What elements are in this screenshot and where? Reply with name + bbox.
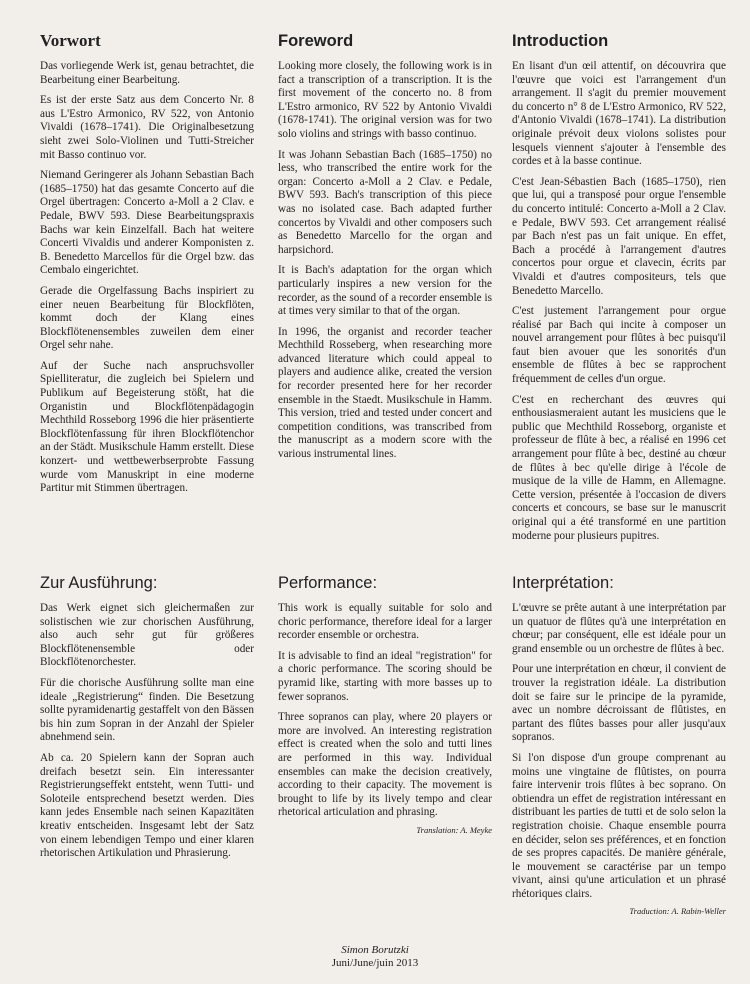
foreword-heading: Foreword: [278, 32, 354, 50]
foreword-paragraph: In 1996, the organist and recorder teacher Mechthild Rosseberg, when researching more advanced literature which could appeal to players and audience alike, created the version for recorder presented here for her recorder ensemble in the Staedt. Musikschule in Hamm. This version, tried and tested under concert and competition conditions, was transcribed from the manuscript as a modern score with the various instrumental lines.: [278, 325, 492, 461]
interpretation-translation-credit: Traduction: A. Rabin-Weller: [629, 906, 726, 917]
ausfuehrung-section: [40, 574, 254, 868]
vorwort-section: [40, 32, 254, 503]
interpretation-heading: Interprétation:: [512, 574, 614, 592]
interpretation-paragraph: Si l'on dispose d'un groupe comprenant au moins une vingtaine de flûtistes, on pourra faire intervenir trois flûtes à bec soprano. On obtiendra un effet de registration intéressant en distribuant les parties de tutti et de solo selon la registration choisie. Chaque ensemble pourra en décider, selon ses préférences, et en fonction de ses propres capacités. De manière générale, le mouvement se caractérise par un tempo vivant, ainsi qu'une articulation et un phrasé rhétoriques clairs.: [512, 751, 726, 900]
vorwort-paragraph: Das vorliegende Werk ist, genau betrachtet, die Bearbeitung einer Bearbeitung.: [40, 60, 254, 86]
performance-section: [278, 574, 492, 838]
introduction-heading: Introduction: [512, 32, 609, 50]
interpretation-section: [512, 574, 726, 919]
performance-heading: Performance:: [278, 574, 378, 592]
foreword-paragraph: It is Bach's adaptation for the organ which particularly inspires a new version for the recorder, as the sound of a recorder ensemble is at times very similar to that of the organ.: [278, 264, 492, 318]
introduction-section: [512, 32, 726, 550]
performance-translation-credit: Translation: A. Meyke: [416, 824, 492, 835]
vorwort-paragraph: Auf der Suche nach anspruchsvoller Spielliteratur, die zugleich bei Spielern und Publikum auf Begeisterung stößt, hat die Organistin und Blockflötenpädagogin Mechthild Rosseborg 1996 die hier präsentierte Blockflötenfassung für ihren Blockflötenchor an der Städt. Musikschule Hamm erstellt. Diese konzert- und wettbewerbserprobte Fassung wurde vom Manuskript in eine moderne Partitur mit Stimmen übertragen.: [40, 359, 254, 495]
signature-date: Juni/June/juin 2013: [331, 957, 419, 969]
foreword-paragraph: It was Johann Sebastian Bach (1685–1750) no less, who transcribed the entire work for the organ: Concerto a-Moll a 2 Clav. e Pedale, BWV 593. Bach's transcription of this piece was no isolated case. Bach adapted further concertos by Vivaldi and other composers such as Benedetto Marcello for the organ and harpsichord.: [278, 148, 492, 256]
ausfuehrung-heading: Zur Ausführung:: [40, 574, 158, 592]
vorwort-paragraph: Niemand Geringerer als Johann Sebastian Bach (1685–1750) hat das gesamte Concerto auf die Orgel übertragen: Concerto a-Moll a 2 Clav. e Pedale, BWV 593. Diese Bearbeitungspraxis Bachs war kein Einzelfall. Bach hat weitere Concerti Vivaldis und anderer Komponisten z. B. Benedetto Marcellos für die Orgel bzw. das Cembalo eingerichtet.: [40, 169, 254, 277]
introduction-paragraph: C'est Jean-Sébastien Bach (1685–1750), rien que lui, qui a transposé pour orgue l'ensemble du concerto intitulé: Concerto a-Moll a 2 Clav. e Pedale, BWV 593. Cet arrangement réalisé par Bach n'est pas un fait unique. En effet, Bach a procédé à l'arrangement d'autres concertos pour orgue et clavecin, écrits par Vivaldi et d'autres compositeurs, tels que Benedetto Marcello.: [512, 175, 726, 297]
interpretation-paragraph: L'œuvre se prête autant à une interprétation par un quatuor de flûtes qu'à une interprétation en chœur; par conséquent, elle est idéale pour un grand ensemble ou un orchestre de flûtes à bec.: [512, 602, 726, 655]
vorwort-paragraph: Es ist der erste Satz aus dem Concerto Nr. 8 aus L'Estro Armonico, RV 522, von Antonio Vivaldi (1678–1741). Die Originalbesetzung sieht zwei Solo-Violinen und Tutti-Streicher mit Basso continuo vor.: [40, 94, 254, 161]
performance-paragraph: It is advisable to find an ideal "registration" for a choric performance. The scoring should be pyramid like, starting with more basses up to fewer sopranos.: [278, 649, 492, 703]
foreword-section: [278, 32, 492, 469]
ausfuehrung-paragraph: Das Werk eignet sich gleichermaßen zur solistischen wie zur chorischen Ausführung, also auch sehr gut für größeres Blockflötenensemble oder Blockflötenorchester.: [40, 602, 254, 669]
author-name: Simon Borutzki: [341, 944, 409, 956]
performance-paragraph: Three sopranos can play, where 20 players or more are involved. An interesting registration effect is created when the solo and tutti lines are performed in this way. Individual ensembles can make the decision creatively, according to their capacity. The movement is brought to life by its lively tempo and clear rhetorical articulation and phrasing.: [278, 711, 492, 819]
vorwort-heading: Vorwort: [40, 31, 101, 50]
introduction-paragraph: En lisant d'un œil attentif, on découvrira que l'œuvre que voici est l'arrangement d'un arrangement. Il s'agit du premier mouvement du concerto n° 8 de L'Estro Armonico, RV 522, d'Antonio Vivaldi (1678–1741). La distribution originale prévoit deux violons solistes pour lesquels viennent s'ajouter à l'ensemble des cordes et à la basse continue.: [512, 60, 726, 168]
performance-paragraph: This work is equally suitable for solo and choric performance, therefore ideal for a larger recorder ensemble or orchestra.: [278, 602, 492, 642]
vorwort-paragraph: Gerade die Orgelfassung Bachs inspiriert zu einer neuen Bearbeitung für Blockflöten, kommt doch der Klang eines Blockflötenensembles zuweilen dem einer Orgel sehr nahe.: [40, 284, 254, 352]
foreword-paragraph: Looking more closely, the following work is in fact a transcription of a transcription. It is the first movement of the concerto no. 8 from L'Estro armonico, RV 522 by Antonio Vivaldi (1678-1741). The original version was for two solo violins and strings with basso continuo.: [278, 60, 492, 140]
introduction-paragraph: C'est en recherchant des œuvres qui enthousiasmeraient autant les musiciens que le public que Mechthild Rosseborg, organiste et professeur de flûte à bec, a réalisé en 1996 cet arrangement pour flûte à bec, destiné au chœur de flûtes à bec qu'elle dirige à l'école de musique de la ville de Hamm, en Allemagne. Cette version, présentée à l'occasion de divers concerts et concours, se base sur le manuscrit original qui a été transformé en une partition moderne pour plusieurs pupitres.: [512, 393, 726, 542]
ausfuehrung-paragraph: Für die chorische Ausführung sollte man eine ideale „Registrierung“ finden. Die Besetzung sollte pyramidenartig gestaffelt von den Bässen bis hin zum Sopran in der Anzahl der Spieler abnehmend sein.: [40, 676, 254, 744]
introduction-paragraph: C'est justement l'arrangement pour orgue réalisé par Bach qui incite à composer un nouvel arrangement pour flûtes à bec puisqu'il faut bien avouer que les sonorités d'un ensemble de flûtes à bec se rapprochent fréquemment de celles d'un orgue.: [512, 305, 726, 386]
signature-block: [0, 944, 750, 970]
ausfuehrung-paragraph: Ab ca. 20 Spielern kann der Sopran auch dreifach besetzt sein. Ein interessanter Registrierungseffekt entsteht, wenn Tutti- und Soloteile entsprechend besetzt werden. Dies kann jedes Ensemble nach seinen Kapazitäten kreativ entscheiden. Insgesamt lebt der Satz von einem lebendigen Tempo und einer klaren rhetorischen Artikulation und Phrasierung.: [40, 751, 254, 860]
interpretation-paragraph: Pour une interprétation en chœur, il convient de trouver la registration idéale. La distribution doit se faire sur le principe de la pyramide, avec un nombre décroissant de flûtistes, en partant des flûtes basses pour aller jusqu'aux sopranos.: [512, 663, 726, 744]
